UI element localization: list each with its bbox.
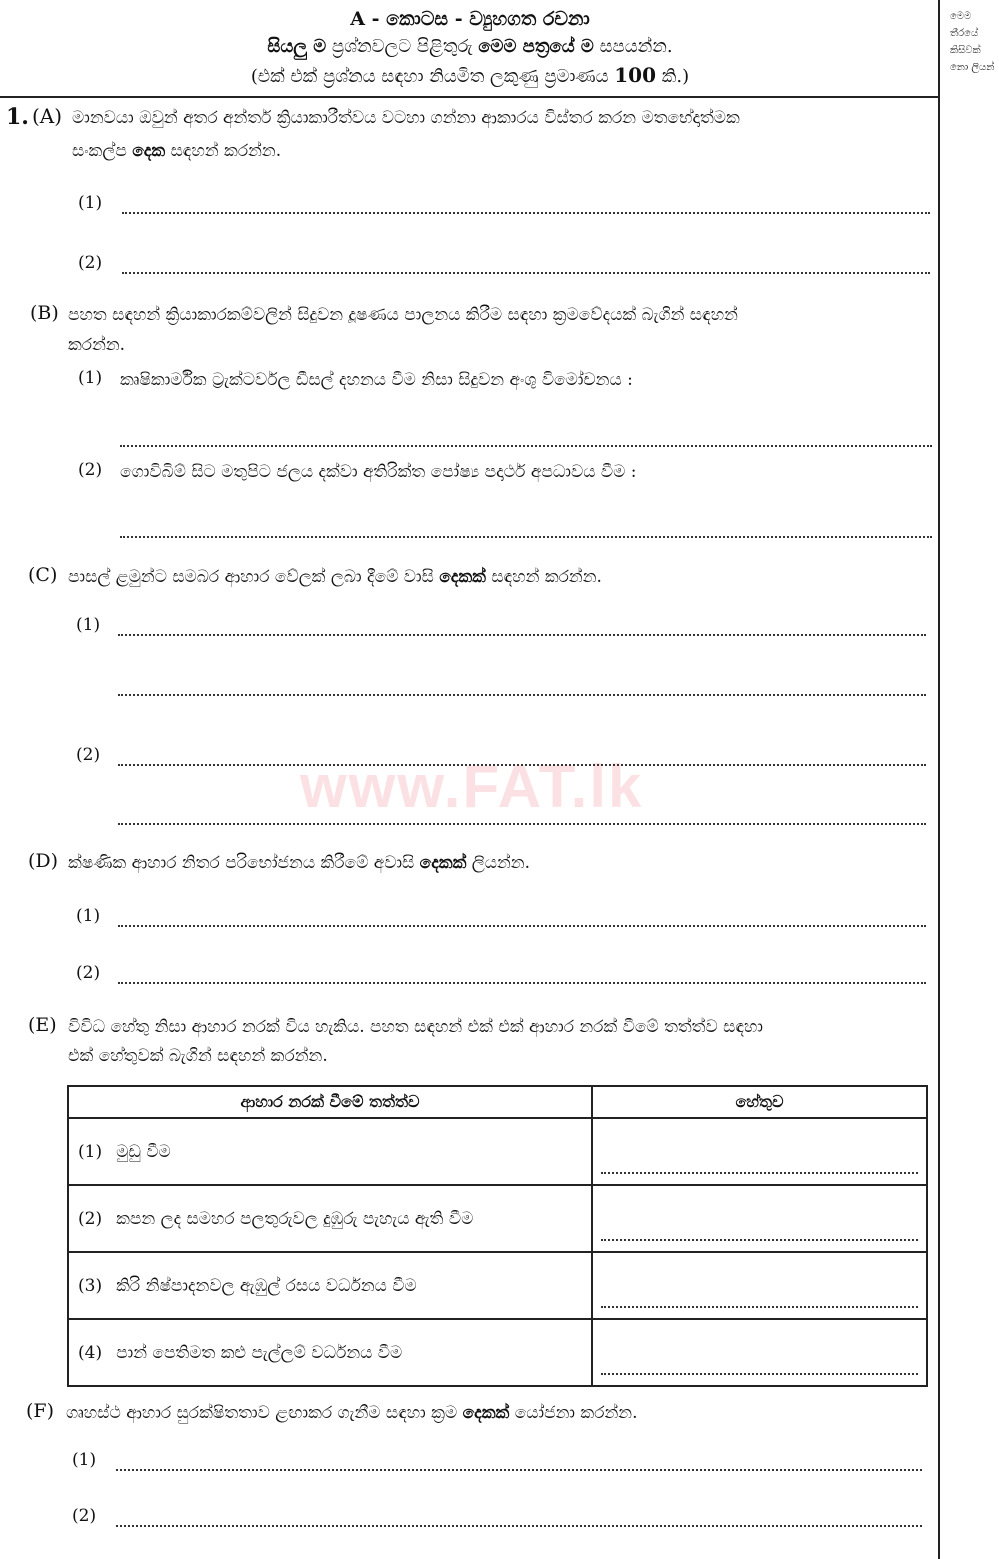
marks-note — [0, 63, 940, 87]
part-b-text: කරන්න. — [68, 335, 126, 355]
text: ක්ෂණික ආහාර නිතර පරිභෝජනය කිරීමේ අවාසි — [68, 853, 420, 873]
bold-text: දෙකක් — [439, 567, 486, 587]
cause-cell[interactable] — [592, 1185, 927, 1252]
watermark: www.FAT.lk — [300, 753, 644, 820]
marks-text: (එක් එක් ප්‍රශ්නය සඳහා නියමිත ලකුණු ප්‍රමාණය — [250, 66, 615, 87]
item-number: (1) — [78, 368, 103, 388]
spoilage-table — [67, 1085, 928, 1387]
answer-line[interactable] — [601, 1306, 918, 1308]
text: පාසල් ළමුන්ට සමබර ආහාර වේලක් ලබා දීමේ වාසි — [68, 567, 440, 587]
answer-line[interactable] — [120, 445, 932, 447]
item-number: (2) — [76, 745, 101, 765]
question-number: 1. — [6, 104, 29, 130]
text: සංකල්ප — [72, 141, 133, 161]
marks-text: කි.) — [656, 66, 690, 87]
text: සඳහන් කරන්න. — [165, 141, 282, 161]
row-text: මුඩු වීම — [116, 1141, 171, 1162]
item-number: (1) — [76, 615, 101, 635]
answer-line[interactable] — [601, 1172, 918, 1174]
part-label-e: (E) — [28, 1014, 57, 1036]
row-number: (2) — [78, 1208, 103, 1229]
instruction-text: ප්‍රශ්නවලට පිළිතුරු — [326, 36, 479, 57]
answer-line[interactable] — [116, 1469, 922, 1471]
column-header: ආහාර නරක් වීමේ තත්ත්ව — [68, 1086, 592, 1118]
table-row — [68, 1252, 927, 1319]
answer-line[interactable] — [118, 694, 926, 696]
cause-cell[interactable] — [592, 1118, 927, 1185]
part-e-text: විවිධ හේතු නිසා ආහාර නරක් විය හැකිය. පහත සඳහන් එක් එක් ආහාර නරක් වීමේ තත්ත්ව සඳහා — [68, 1017, 763, 1037]
text: ලියන්න. — [466, 853, 531, 873]
condition-cell — [68, 1252, 592, 1319]
bold-text: දෙකක් — [462, 1403, 510, 1423]
header-divider — [0, 96, 938, 98]
cause-cell[interactable] — [592, 1319, 927, 1386]
answer-line[interactable] — [118, 634, 926, 636]
margin-note-line: නො ලියන් — [950, 62, 995, 73]
margin-divider — [938, 0, 940, 1559]
table-row — [68, 1185, 927, 1252]
part-e-text: එක් හේතුවක් බැගින් සඳහන් කරන්න. — [68, 1046, 328, 1066]
answer-line[interactable] — [601, 1373, 918, 1375]
part-f-text — [66, 1403, 638, 1423]
item-number: (2) — [78, 460, 103, 480]
item-number: (1) — [72, 1450, 97, 1470]
text: සඳහන් කරන්න. — [485, 567, 602, 587]
row-number: (1) — [78, 1141, 103, 1162]
text: යෝජනා කරන්න. — [509, 1403, 638, 1423]
part-label-f: (F) — [26, 1400, 55, 1422]
item-number: (2) — [78, 253, 103, 273]
margin-note-line: කිසිවක් — [950, 45, 981, 56]
condition-cell — [68, 1319, 592, 1386]
row-number: (4) — [78, 1342, 103, 1363]
part-d-text — [68, 853, 530, 873]
part-label-a: (A) — [32, 104, 63, 128]
part-label-c: (C) — [28, 564, 58, 586]
answer-line[interactable] — [120, 536, 932, 538]
part-a-text: මානවයා ඔවුන් අතර අන්තර් ක්‍රියාකාරීත්වය වටහා ගන්නා ආකාරය විස්තර කරන මතභේදාත්මක — [72, 108, 740, 128]
part-a-text — [72, 141, 281, 161]
answer-line[interactable] — [118, 982, 926, 984]
row-text: කපන ලද සමහර පලතුරුවල දුඹුරු පැහැය ඇති වීම — [116, 1208, 474, 1229]
section-title: A - කොටස - ව්‍යුහගත රචනා — [350, 8, 590, 30]
item-number: (1) — [76, 906, 101, 926]
table-row — [68, 1118, 927, 1185]
answer-line[interactable] — [118, 764, 926, 766]
column-header: හේතුව — [592, 1086, 927, 1118]
answer-line[interactable] — [118, 823, 926, 825]
instruction-text: සපයන්න. — [593, 36, 673, 57]
instruction-bold: මෙම පත්‍රයේ ම — [478, 36, 594, 57]
cause-cell[interactable] — [592, 1252, 927, 1319]
answer-line[interactable] — [118, 925, 926, 927]
condition-cell — [68, 1185, 592, 1252]
item-number: (2) — [72, 1506, 97, 1526]
answer-line[interactable] — [122, 212, 930, 214]
table-row — [68, 1319, 927, 1386]
table-header-row — [68, 1086, 927, 1118]
part-label-d: (D) — [28, 850, 59, 872]
part-b-text: පහත සඳහන් ක්‍රියාකාරකම්වලින් සිදුවන දූෂණය පාලනය කිරීම සඳහා ක්‍රමවේදයක් බැගින් සඳහන් — [68, 305, 738, 325]
part-label-b: (B) — [30, 302, 59, 324]
row-text: පාන් පෙතිමත කළු පැල්ලම් වර්ධනය වීම — [116, 1342, 403, 1363]
instruction-bold: සියලු ම — [267, 36, 327, 57]
item-number: (1) — [78, 193, 103, 213]
row-number: (3) — [78, 1275, 103, 1296]
margin-note-line: මෙම — [950, 11, 972, 22]
bold-text: දෙකක් — [419, 853, 467, 873]
condition-cell — [68, 1118, 592, 1185]
item-text: ගොවිබිම් සිට මතුපිට ජලය දක්වා අතිරික්ත පෝෂ්‍ය පදාර්ථ අපධාවය වීම : — [120, 462, 637, 482]
instruction — [0, 36, 940, 57]
part-c-text — [68, 567, 602, 587]
margin-note-line: තීරයේ — [950, 28, 979, 39]
answer-line[interactable] — [601, 1239, 918, 1241]
text: ගෘහස්ථ ආහාර සුරක්ෂිතතාව ළඟාකර ගැනීම සඳහා ක්‍රම — [66, 1403, 463, 1423]
item-text: කෘෂිකාර්මික ට්‍රැක්ටර්වල ඩීසල් දහනය වීම නිසා සිදුවන අංශු විමෝචනය : — [120, 370, 633, 390]
item-number: (2) — [76, 963, 101, 983]
answer-line[interactable] — [116, 1525, 922, 1527]
answer-line[interactable] — [122, 272, 930, 274]
row-text: කිරි නිෂ්පාදනවල ඇඹුල් රසය වර්ධනය වීම — [116, 1275, 417, 1296]
margin-note — [950, 8, 994, 76]
marks-number: 100 — [614, 63, 657, 87]
bold-text: දෙක — [132, 141, 166, 161]
